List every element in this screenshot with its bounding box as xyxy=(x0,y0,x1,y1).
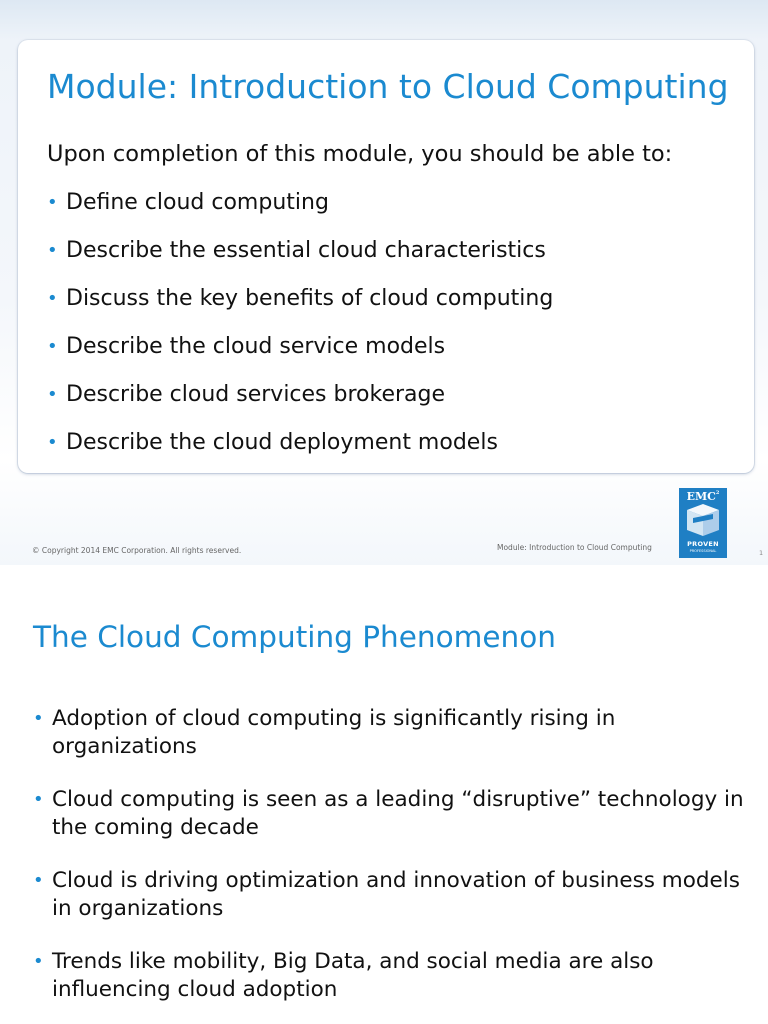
list-item xyxy=(47,334,553,382)
list-item-text: Describe the cloud deployment models xyxy=(66,430,498,455)
list-item xyxy=(47,382,553,430)
list-item-text: Describe the essential cloud characteristics xyxy=(66,238,546,263)
slide-title: Module: Introduction to Cloud Computing xyxy=(47,67,729,106)
page-number: 1 xyxy=(759,549,764,557)
bullet-icon: • xyxy=(47,336,58,357)
list-item xyxy=(47,238,553,286)
list-item-text: Adoption of cloud computing is significantly rising in xyxy=(52,706,616,731)
list-item-text: in organizations xyxy=(52,896,224,921)
list-item xyxy=(47,190,553,238)
slide-title: The Cloud Computing Phenomenon xyxy=(33,620,556,654)
list-item xyxy=(33,948,744,1024)
copyright-footer: © Copyright 2014 EMC Corporation. All rights reserved. xyxy=(32,546,242,555)
list-item xyxy=(33,705,744,786)
list-item-text: Describe cloud services brokerage xyxy=(66,382,446,407)
list-item-text: Describe the cloud service models xyxy=(66,334,446,359)
list-item-text: Cloud computing is seen as a leading “disruptive” technology in xyxy=(52,787,744,812)
objectives-list xyxy=(47,190,553,478)
module-name-footer: Module: Introduction to Cloud Computing xyxy=(497,543,652,552)
professional-text: PROFESSIONAL xyxy=(689,549,717,553)
list-item-text: organizations xyxy=(52,734,197,759)
bullet-icon: • xyxy=(33,789,44,810)
list-item-text: Discuss the key benefits of cloud computing xyxy=(66,286,554,311)
list-item xyxy=(33,786,744,867)
slide-intro-text: Upon completion of this module, you should be able to: xyxy=(47,141,673,167)
bullet-icon: • xyxy=(47,240,58,261)
bullet-icon: • xyxy=(47,192,58,213)
bullet-icon: • xyxy=(33,708,44,729)
bullet-icon: • xyxy=(47,384,58,405)
phenomenon-points-list xyxy=(33,705,744,1024)
slide-cloud-phenomenon xyxy=(0,565,768,1024)
emc-proven-logo xyxy=(679,488,727,558)
list-item-text: Trends like mobility, Big Data, and social media are also xyxy=(52,949,654,974)
bullet-icon: • xyxy=(33,951,44,972)
list-item xyxy=(47,430,553,478)
emc-brand-text: EMC$^2$ xyxy=(686,490,720,503)
list-item xyxy=(47,286,553,334)
list-item-text: the coming decade xyxy=(52,815,259,840)
list-item xyxy=(33,867,744,948)
bullet-icon: • xyxy=(33,870,44,891)
bullet-icon: • xyxy=(47,432,58,453)
list-item-text: Cloud is driving optimization and innovation of business models xyxy=(52,868,740,893)
bullet-icon: • xyxy=(47,288,58,309)
list-item-text: influencing cloud adoption xyxy=(52,977,338,1002)
list-item-text: Define cloud computing xyxy=(66,190,329,215)
proven-text: PROVEN xyxy=(687,540,719,548)
